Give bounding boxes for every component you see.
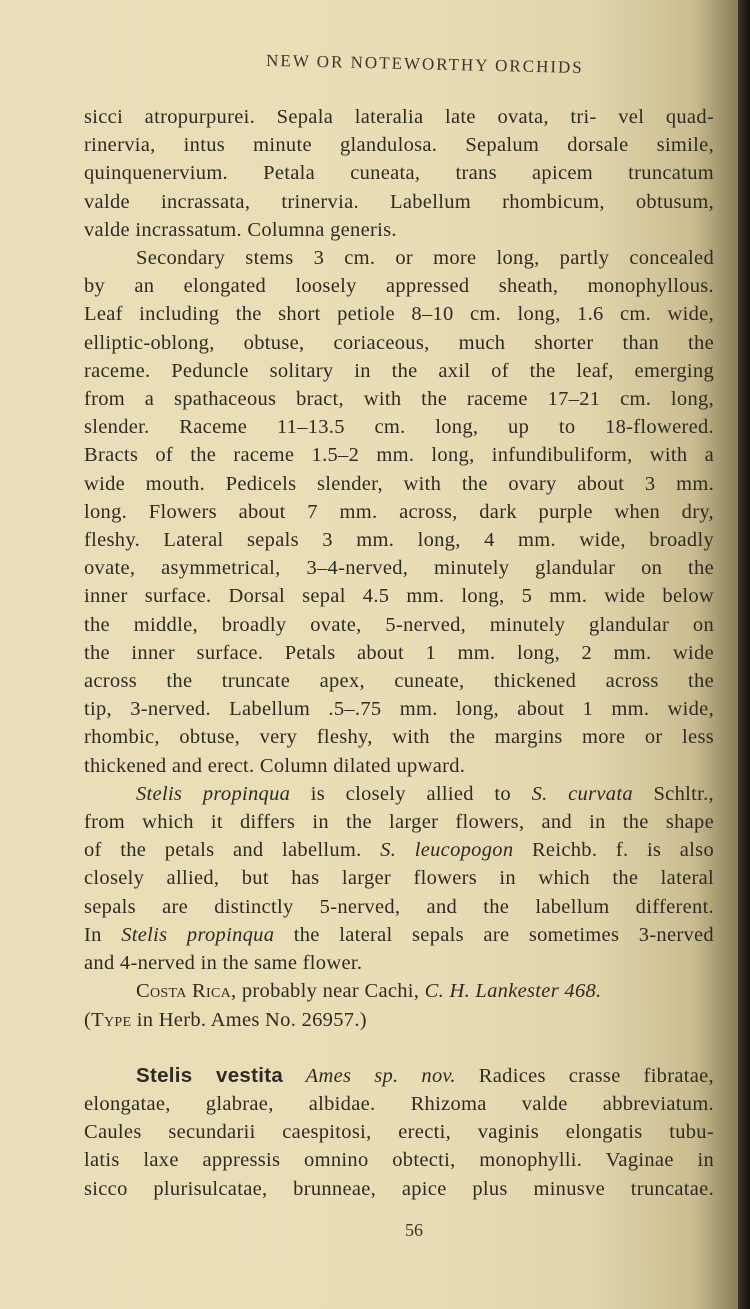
discussion-line: [84, 836, 714, 864]
description-line: elongatae, glabrae, albidae. Rhizoma valde abbreviatum.: [84, 1092, 714, 1115]
text-line: Secondary stems 3 cm. or more long, partly concealed: [136, 247, 714, 270]
text-run: Schltr.,: [632, 782, 714, 805]
text-run: is closely allied to: [290, 782, 532, 805]
text-line: valde incrassatum. Columna generis.: [84, 218, 397, 241]
type-label: Type: [91, 1008, 132, 1031]
species-title: Stelis vestita: [136, 1063, 284, 1087]
text-line: the middle, broadly ovate, 5-nerved, minutely glandular on: [84, 613, 714, 636]
text-line: ovate, asymmetrical, 3–4-nerved, minutely glandular on the: [84, 557, 714, 580]
text-line: across the truncate apex, cuneate, thickened across the: [84, 670, 714, 693]
description-line: latis laxe appressis omnino obtecti, monophylli. Vaginae in: [84, 1149, 714, 1172]
text-line: raceme. Peduncle solitary in the axil of the leaf, emerging: [84, 359, 714, 382]
text-line: wide mouth. Pedicels slender, with the ovary about 3 mm.: [84, 472, 714, 495]
description-line: Caules secundarii caespitosi, erecti, vaginis elongatis tubu-: [84, 1121, 714, 1144]
text-line: inner surface. Dorsal sepal 4.5 mm. long, 5 mm. wide below: [84, 585, 714, 608]
text-line: Leaf including the short petiole 8–10 cm. long, 1.6 cm. wide,: [84, 303, 714, 326]
text-line: Bracts of the raceme 1.5–2 mm. long, infundibuliform, with a: [84, 444, 714, 467]
text-line: by an elongated loosely appressed sheath, monophyllous.: [84, 275, 714, 298]
text-run: Reichb. f. is also: [513, 839, 715, 862]
discussion-line: and 4-nerved in the same flower.: [84, 952, 363, 975]
text-line: tip, 3-nerved. Labellum .5–.75 mm. long, about 1 mm. wide,: [84, 698, 714, 721]
discussion-line: [84, 921, 714, 949]
discussion-line: from which it differs in the larger flowers, and in the shape: [84, 811, 714, 834]
text-line: rhombic, obtuse, very fleshy, with the margins more or less: [84, 726, 714, 749]
text-run: of the petals and labellum.: [84, 839, 381, 862]
section-gap: [84, 1034, 714, 1062]
species-heading-line: [84, 1062, 714, 1090]
species-name: Stelis propinqua: [121, 923, 275, 946]
text-run: In: [84, 923, 122, 946]
text-run: (: [84, 1008, 92, 1031]
page-number: 56: [405, 1220, 423, 1240]
text-run: the lateral sepals are sometimes 3-nerved: [274, 923, 714, 946]
text-run: , probably near Cachi,: [231, 980, 425, 1003]
species-author: Ames sp. nov.: [283, 1064, 456, 1087]
text-line: quinquenervium. Petala cuneata, trans apicem truncatum: [84, 162, 714, 185]
discussion-line: [84, 780, 714, 808]
text-line: valde incrassata, trinervia. Labellum rhombicum, obtusum,: [84, 190, 714, 213]
text-line: elliptic-oblong, obtuse, coriaceous, much shorter than the: [84, 331, 714, 354]
text-line: sicci atropurpurei. Sepala lateralia late ovata, tri- vel quad-: [84, 106, 714, 128]
text-line: slender. Raceme 11–13.5 cm. long, up to 18-flowered.: [84, 416, 714, 439]
text-line: fleshy. Lateral sepals 3 mm. long, 4 mm. wide, broadly: [84, 529, 714, 552]
book-spine: [738, 0, 750, 1309]
discussion-line: sepals are distinctly 5-nerved, and the labellum different.: [84, 895, 714, 918]
species-name: Stelis propinqua: [136, 782, 291, 805]
text-line: from a spathaceous bract, with the raceme 17–21 cm. long,: [84, 388, 714, 411]
description-line: sicco plurisulcatae, brunneae, apice plus minusve truncatae.: [84, 1177, 714, 1200]
text-line: the inner surface. Petals about 1 mm. long, 2 mm. wide: [84, 641, 714, 664]
species-name: S. curvata: [531, 782, 633, 805]
text-line: long. Flowers about 7 mm. across, dark purple when dry,: [84, 500, 714, 523]
discussion-line: closely allied, but has larger flowers in which the lateral: [84, 867, 714, 890]
text-line: thickened and erect. Column dilated upward.: [84, 754, 466, 777]
text-line: rinervia, intus minute glandulosa. Sepalum dorsale simile,: [84, 134, 714, 157]
collector: C. H. Lankester 468.: [424, 980, 602, 1003]
text-run: in Herb. Ames No. 26957.): [131, 1008, 367, 1031]
locality-line: [84, 977, 714, 1005]
species-name: S. leucopogon: [380, 839, 514, 862]
type-line: [84, 1006, 714, 1034]
country: Costa Rica: [136, 980, 232, 1003]
text-run: Radices crasse fibratae,: [455, 1064, 714, 1087]
main-text: [84, 103, 714, 1203]
running-head: NEW OR NOTEWORTHY ORCHIDS: [265, 50, 584, 78]
